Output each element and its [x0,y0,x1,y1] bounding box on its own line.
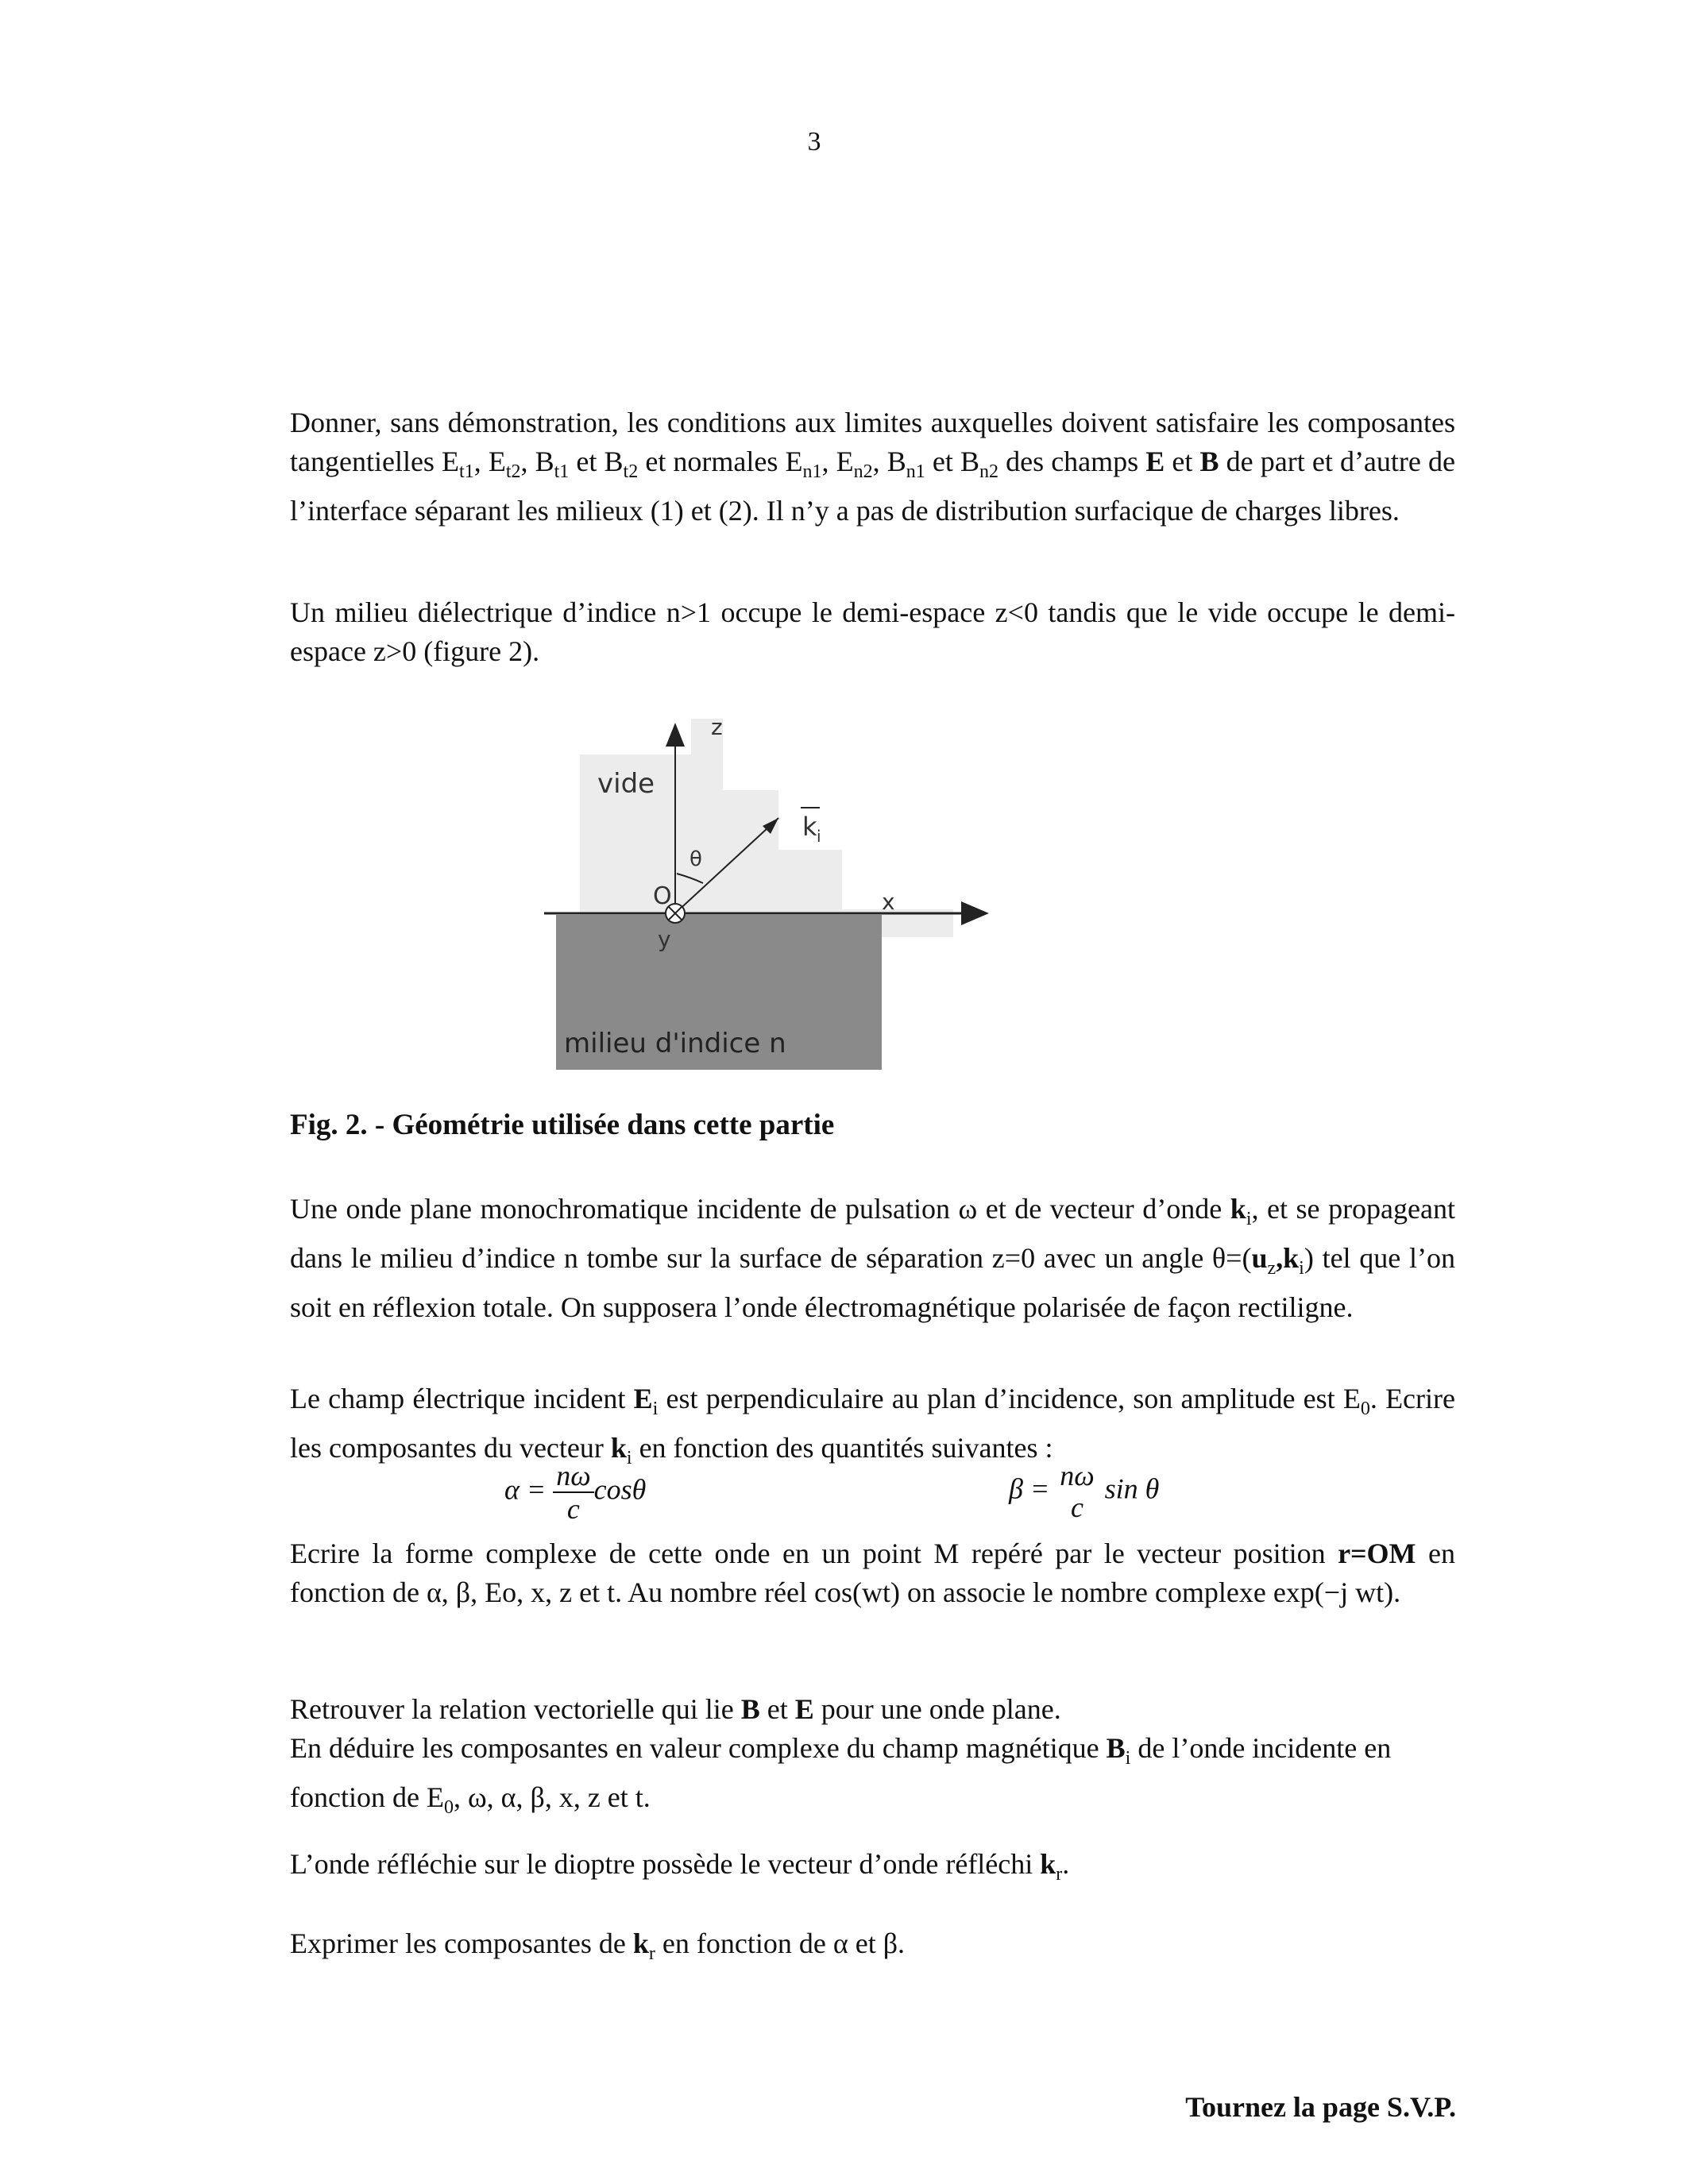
bold: E [1145,446,1165,477]
sub: i [1299,1258,1304,1279]
sub: r [1056,1864,1063,1885]
text: ) tel que l’on soit en réflexion totale. On supposera l’onde électromagnétique polarisée de façon rectiligne. [290,1242,1455,1324]
bold: B [1106,1732,1126,1764]
text: , E [473,446,506,477]
paragraph-kr-components [290,1924,1455,1974]
text: et [1165,446,1200,477]
text: . [1062,1848,1070,1880]
bold: B [740,1693,760,1725]
sub: t1 [459,461,474,483]
text: , B [872,446,906,477]
bold: u [1251,1242,1268,1275]
label-vide: vide [597,768,655,800]
label-x: x [882,889,895,915]
text: en fonction de α, β, Eo, x, z et t. Au nombre réel cos(wt) on associe le nombre complexe exp(−j wt). [290,1538,1455,1608]
text: Une onde plane monochromatique incidente de pulsation ω et de vecteur d’onde [290,1193,1230,1225]
x-arrow-icon [961,901,989,925]
text: de l’onde incidente en fonction de E [290,1732,1392,1814]
paragraph-complex-form [290,1534,1455,1612]
text: β = [1009,1472,1050,1505]
text: de part et d’autre de l’interface séparant les milieux (1) et (2). Il n’y a pas de distribution surfacique de charges libres. [290,446,1455,527]
geometry-diagram [540,699,1017,1080]
text: est perpendiculaire au plan d’incidence, son amplitude est E [658,1383,1361,1414]
paragraph-reflected-wave [290,1845,1455,1894]
text: et B [569,446,624,477]
bold: E [633,1383,653,1414]
text: en fonction de α et β. [655,1927,906,1959]
paragraph-magnetic-field [290,1690,1455,1827]
sub: r [648,1943,655,1965]
paragraph-boundary-conditions [290,403,1455,531]
bold: B [1199,446,1219,477]
label-theta: θ [689,847,702,871]
page-number: 3 [807,127,821,156]
bold: k [1040,1848,1056,1880]
text: , E [821,446,854,477]
paragraph-incident-wave [290,1190,1455,1327]
text: Ecrire la forme complexe de cette onde en un point M repéré par le vecteur position [290,1538,1338,1569]
text: , B [520,446,554,477]
bold: r=OM [1338,1538,1416,1569]
text: , et se propageant dans le milieu d’indice n tombe sur la surface de séparation z=0 avec un angle θ=( [290,1193,1455,1275]
text: et normales E [638,446,803,477]
sub: n1 [906,461,925,483]
bold: k [632,1927,649,1959]
numerator: nω [1060,1460,1095,1491]
text: Donner, sans démonstration, les conditions aux limites auxquelles doivent satisfaire les composantes tangentielles E [290,407,1455,477]
label-k: k [802,812,817,842]
bold: k [1230,1193,1246,1225]
label-z: z [711,714,723,740]
figure-caption: Fig. 2. - Géométrie utilisée dans cette partie [290,1109,835,1141]
sub: t2 [505,461,521,483]
paragraph-medium: Un milieu diélectrique d’indice n>1 occupe le demi-espace z<0 tandis que le vide occupe le demi-espace z>0 (figure 2). [290,596,1455,667]
text: Retrouver la relation vectorielle qui lie [290,1693,741,1725]
equation-alpha [504,1460,646,1525]
text: cosθ [593,1473,647,1506]
label-O: O [653,882,672,910]
text: des champs [998,446,1146,477]
sub: i [652,1399,659,1420]
numerator: nω [553,1460,593,1493]
denominator: c [566,1493,580,1525]
denominator: c [1070,1491,1083,1523]
text: , ω, α, β, x, z et t. [453,1781,651,1814]
label-k-sub: i [817,827,821,846]
sub: i [626,1448,632,1469]
text: L’onde réfléchie sur le dioptre possède le vecteur d’onde réfléchi [290,1848,1041,1880]
sub: i [1246,1209,1252,1230]
figure-geometry [540,699,1017,1084]
text: sin θ [1104,1472,1160,1505]
sub: z [1267,1258,1277,1279]
equation-beta [1009,1460,1159,1523]
bold: k [610,1432,627,1464]
sub: 0 [1360,1399,1370,1420]
label-y: y [658,926,671,952]
bold: , [1276,1242,1284,1275]
bold: E [794,1693,814,1725]
text: α = [504,1473,547,1506]
text: En déduire les composantes en valeur complexe du champ magnétique [290,1732,1107,1764]
text: . Ecrire les composantes du vecteur [290,1383,1455,1464]
text: et B [925,446,979,477]
sub: n2 [853,461,873,483]
footer-turn-page: Tournez la page S.V.P. [1185,2091,1456,2123]
sub: n2 [979,461,999,483]
sub: 0 [443,1797,454,1819]
sub: t1 [554,461,570,483]
sub: n1 [802,461,822,483]
text: Le champ électrique incident [290,1383,634,1414]
text: en fonction des quantités suivantes : [632,1432,1053,1464]
sub: i [1125,1748,1131,1769]
text: Exprimer les composantes de [290,1927,633,1959]
z-arrow-icon [666,723,685,747]
text: pour une onde plane. [813,1693,1061,1725]
label-milieu: milieu d'indice n [564,1028,786,1059]
bold: k [1283,1242,1300,1275]
text: et [759,1693,795,1725]
sub: t2 [623,461,639,483]
paragraph-electric-field [290,1379,1455,1478]
